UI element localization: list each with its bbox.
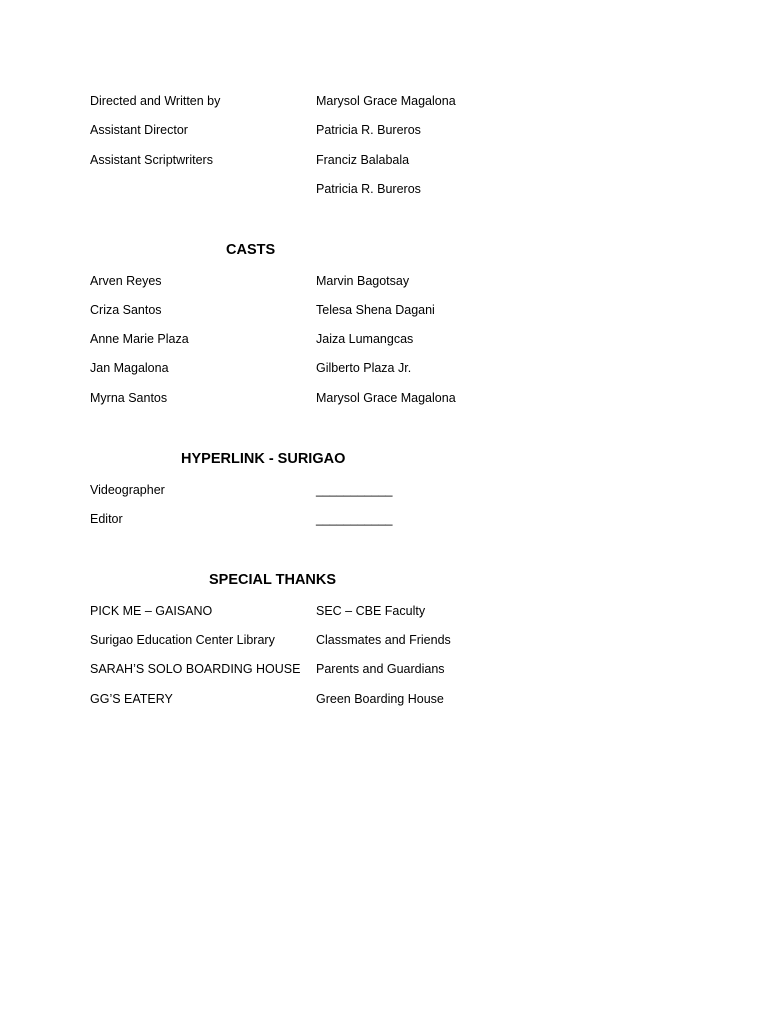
cast-right-1: Marvin Bagotsay: [316, 274, 410, 288]
casts-heading: CASTS: [226, 242, 276, 258]
credit-name-director-writer: Marysol Grace Magalona: [316, 94, 456, 108]
thanks-right-1: SEC – CBE Faculty: [316, 604, 426, 618]
thanks-right-2: Classmates and Friends: [316, 633, 451, 647]
credit-name-assistant-director: Patricia R. Bureros: [316, 123, 421, 137]
cast-left-1: Arven Reyes: [90, 274, 162, 288]
credit-name-assistant-scriptwriter-2: Patricia R. Bureros: [316, 182, 421, 196]
cast-left-4: Jan Magalona: [90, 361, 169, 375]
cast-right-5: Marysol Grace Magalona: [316, 391, 456, 405]
hyperlink-role-videographer: Videographer: [90, 483, 165, 497]
hyperlink-name-editor: ___________: [316, 512, 393, 526]
hyperlink-heading: HYPERLINK - SURIGAO: [181, 451, 346, 467]
credit-name-assistant-scriptwriter-1: Franciz Balabala: [316, 153, 410, 167]
thanks-right-3: Parents and Guardians: [316, 662, 445, 676]
hyperlink-role-editor: Editor: [90, 512, 123, 526]
thanks-left-3: SARAH’S SOLO BOARDING HOUSE: [90, 662, 301, 676]
thanks-left-2: Surigao Education Center Library: [90, 633, 275, 647]
thanks-left-4: GG’S EATERY: [90, 692, 173, 706]
thanks-right-4: Green Boarding House: [316, 692, 444, 706]
cast-left-5: Myrna Santos: [90, 391, 168, 405]
cast-right-4: Gilberto Plaza Jr.: [316, 361, 412, 375]
thanks-left-1: PICK ME – GAISANO: [90, 604, 213, 618]
credit-role-assistant-scriptwriters: Assistant Scriptwriters: [90, 153, 213, 167]
cast-left-2: Criza Santos: [90, 303, 162, 317]
credit-role-assistant-director: Assistant Director: [90, 123, 188, 137]
cast-left-3: Anne Marie Plaza: [90, 332, 189, 346]
credit-role-director-writer: Directed and Written by: [90, 94, 221, 108]
special-thanks-heading: SPECIAL THANKS: [209, 572, 337, 588]
cast-right-2: Telesa Shena Dagani: [316, 303, 435, 317]
cast-right-3: Jaiza Lumangcas: [316, 332, 414, 346]
hyperlink-name-videographer: ___________: [316, 483, 393, 497]
